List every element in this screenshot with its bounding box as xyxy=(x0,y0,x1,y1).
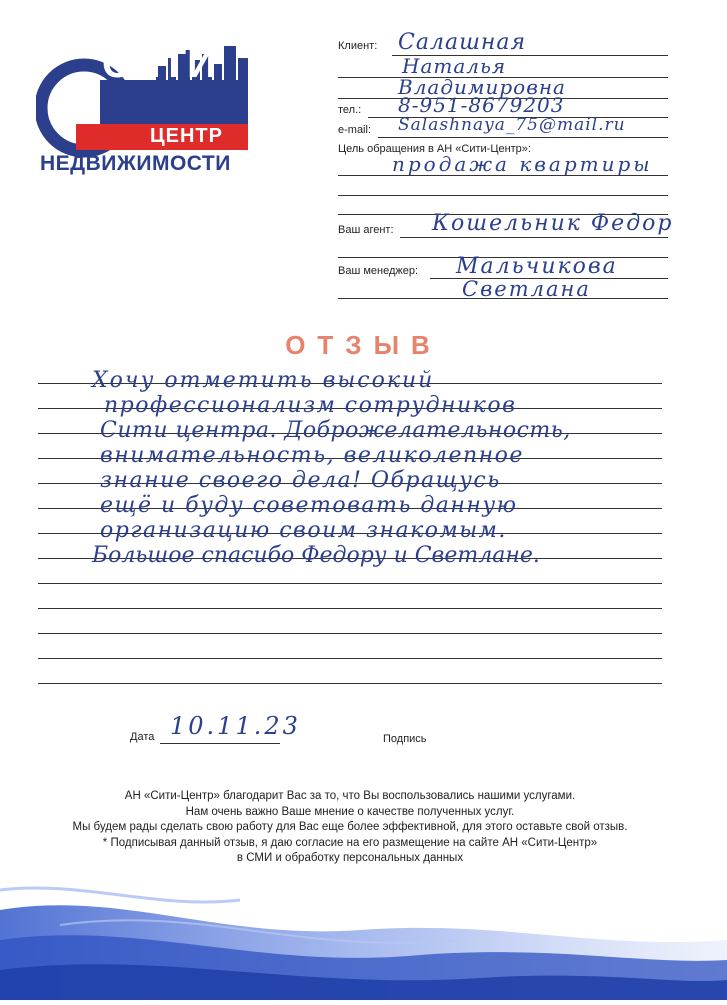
logo-big-word: СИТИ xyxy=(102,42,217,86)
review-rule xyxy=(38,608,662,609)
review-rule xyxy=(38,583,662,584)
phone-value: 8-951-8679203 xyxy=(398,93,565,117)
client-label: Клиент: xyxy=(338,40,378,52)
agent-label: Ваш агент: xyxy=(338,224,394,236)
purpose-value: продажа квартиры xyxy=(392,152,653,176)
email-line xyxy=(378,137,668,138)
footer-line: Мы будем рады сделать свою работу для Вас еще более эффективной, для этого оставьте свой отзыв. xyxy=(72,821,628,833)
review-rule xyxy=(38,683,662,684)
manager-value-line-2: Светлана xyxy=(462,277,591,301)
agent-line xyxy=(400,237,668,238)
review-text-line: внимательность, великолепное xyxy=(100,443,524,468)
review-text-line: Хочу отметить высокий xyxy=(92,368,435,393)
review-text-line: ещё и буду советовать данную xyxy=(100,493,518,518)
client-name-line-3: Владимировна xyxy=(398,75,566,99)
review-text-line: организацию своим знакомым. xyxy=(100,518,507,543)
review-rule xyxy=(38,658,662,659)
review-title: ОТЗЫВ xyxy=(285,330,442,360)
review-text-line: Сити центра. Доброжелательность, xyxy=(100,418,571,443)
footer-line: Нам очень важно Ваше мнение о качестве полученных услуг. xyxy=(185,805,515,818)
review-text-line: профессионализм сотрудников xyxy=(104,393,517,418)
logo-bottom-word: НЕДВИЖИМОСТИ xyxy=(40,152,231,175)
date-label: Дата xyxy=(130,731,155,743)
footer-text xyxy=(0,789,700,867)
footer-line: АН «Сити-Центр» благодарит Вас за то, что Вы воспользовались нашими услугами. xyxy=(124,790,576,802)
manager-value-line-1: Мальчикова xyxy=(456,254,618,279)
phone-label: тел.: xyxy=(338,104,362,116)
logo-center-word: ЦЕНТР xyxy=(150,125,223,147)
email-label: e-mail: xyxy=(338,124,372,136)
footer-line: в СМИ и обработку персональных данных xyxy=(236,852,464,864)
manager-label: Ваш менеджер: xyxy=(338,265,419,277)
email-value: Salashnaya_75@mail.ru xyxy=(398,115,626,135)
review-text-line: Большое спасибо Федору и Светлане. xyxy=(92,543,540,568)
client-name-line-2: Наталья xyxy=(402,54,507,78)
agent-value: Кошельник Федор xyxy=(432,211,674,236)
purpose-label: Цель обращения в АН «Сити-Центр»: xyxy=(338,143,531,155)
client-name-line-1: Салашная xyxy=(398,30,527,55)
purpose-line-2 xyxy=(338,195,668,196)
review-text-line: знание своего дела! Обращусь xyxy=(100,468,501,493)
signature-label: Подпись xyxy=(383,733,427,745)
decorative-wave-band xyxy=(0,870,727,1000)
date-value: 10.11.23 xyxy=(170,712,301,740)
date-line xyxy=(160,743,280,744)
review-rule xyxy=(38,633,662,634)
footer-line: * Подписывая данный отзыв, я даю согласие на его размещение на сайте АН «Сити-Центр» xyxy=(102,836,598,849)
